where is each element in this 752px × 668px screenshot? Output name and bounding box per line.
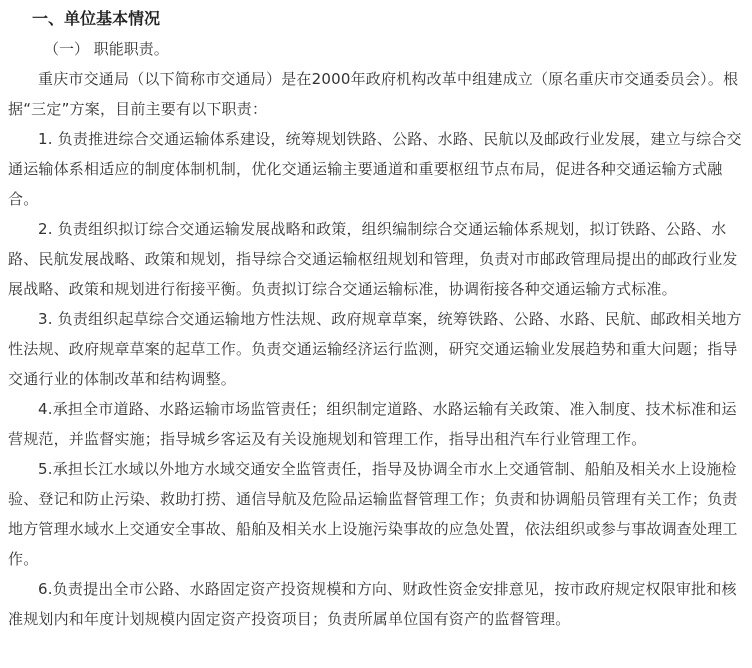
document-body bbox=[8, 4, 744, 634]
intro-paragraph: 重庆市交通局（以下简称市交通局）是在2000年政府机构改革中组建成立（原名重庆市交通委员会）。根据“三定”方案，目前主要有以下职责： bbox=[8, 70, 739, 118]
duty-item-3: 3. 负责组织起草综合交通运输地方性法规、政府规章草案，统筹铁路、公路、水路、民航、邮政相关地方性法规、政府规章草案的起草工作。负责交通运输经济运行监测，研究交通运输业发展趋势和重大问题；指导交通行业的体制改革和结构调整。 bbox=[8, 310, 742, 388]
duty-item-4: 4.承担全市道路、水路运输市场监管责任；组织制定道路、水路运输有关政策、准入制度、技术标准和运营规范，并监督实施；指导城乡客运及有关设施规划和管理工作，指导出租汽车行业管理工作。 bbox=[8, 400, 737, 448]
duty-item-5: 5.承担长江水域以外地方水域交通安全监管责任，指导及协调全市水上交通管制、船舶及相关水上设施检验、登记和防止污染、救助打捞、通信导航及危险品运输监督管理工作；负责和协调船员管理有关工作；负责地方管理水域水上交通安全事故、船舶及相关水上设施污染事故的应急处置，依法组织或参与事故调查处理工作。 bbox=[8, 460, 738, 568]
section-heading: 一、单位基本情况 bbox=[32, 9, 161, 28]
duty-item-1: 1. 负责推进综合交通运输体系建设，统筹规划铁路、公路、水路、民航以及邮政行业发展，建立与综合交通运输体系相适应的制度体制机制，优化交通运输主要通道和重要枢纽节点布局，促进各种交通运输方式融合。 bbox=[8, 130, 742, 208]
duty-item-2: 2. 负责组织拟订综合交通运输发展战略和政策，组织编制综合交通运输体系规划，拟订铁路、公路、水路、民航发展战略、政策和规划，指导综合交通运输枢纽规划和管理，负责对市邮政管理局提出的邮政行业发展战略、政策和规划进行衔接平衡。负责拟订综合交通运输标准，协调衔接各种交通运输方式标准。 bbox=[8, 220, 738, 298]
duty-item-6: 6.负责提出全市公路、水路固定资产投资规模和方向、财政性资金安排意见，按市政府规定权限审批和核准规划内和年度计划规模内固定资产投资项目；负责所属单位国有资产的监督管理。 bbox=[8, 580, 737, 628]
subsection-heading: （一） 职能职责。 bbox=[44, 40, 169, 58]
